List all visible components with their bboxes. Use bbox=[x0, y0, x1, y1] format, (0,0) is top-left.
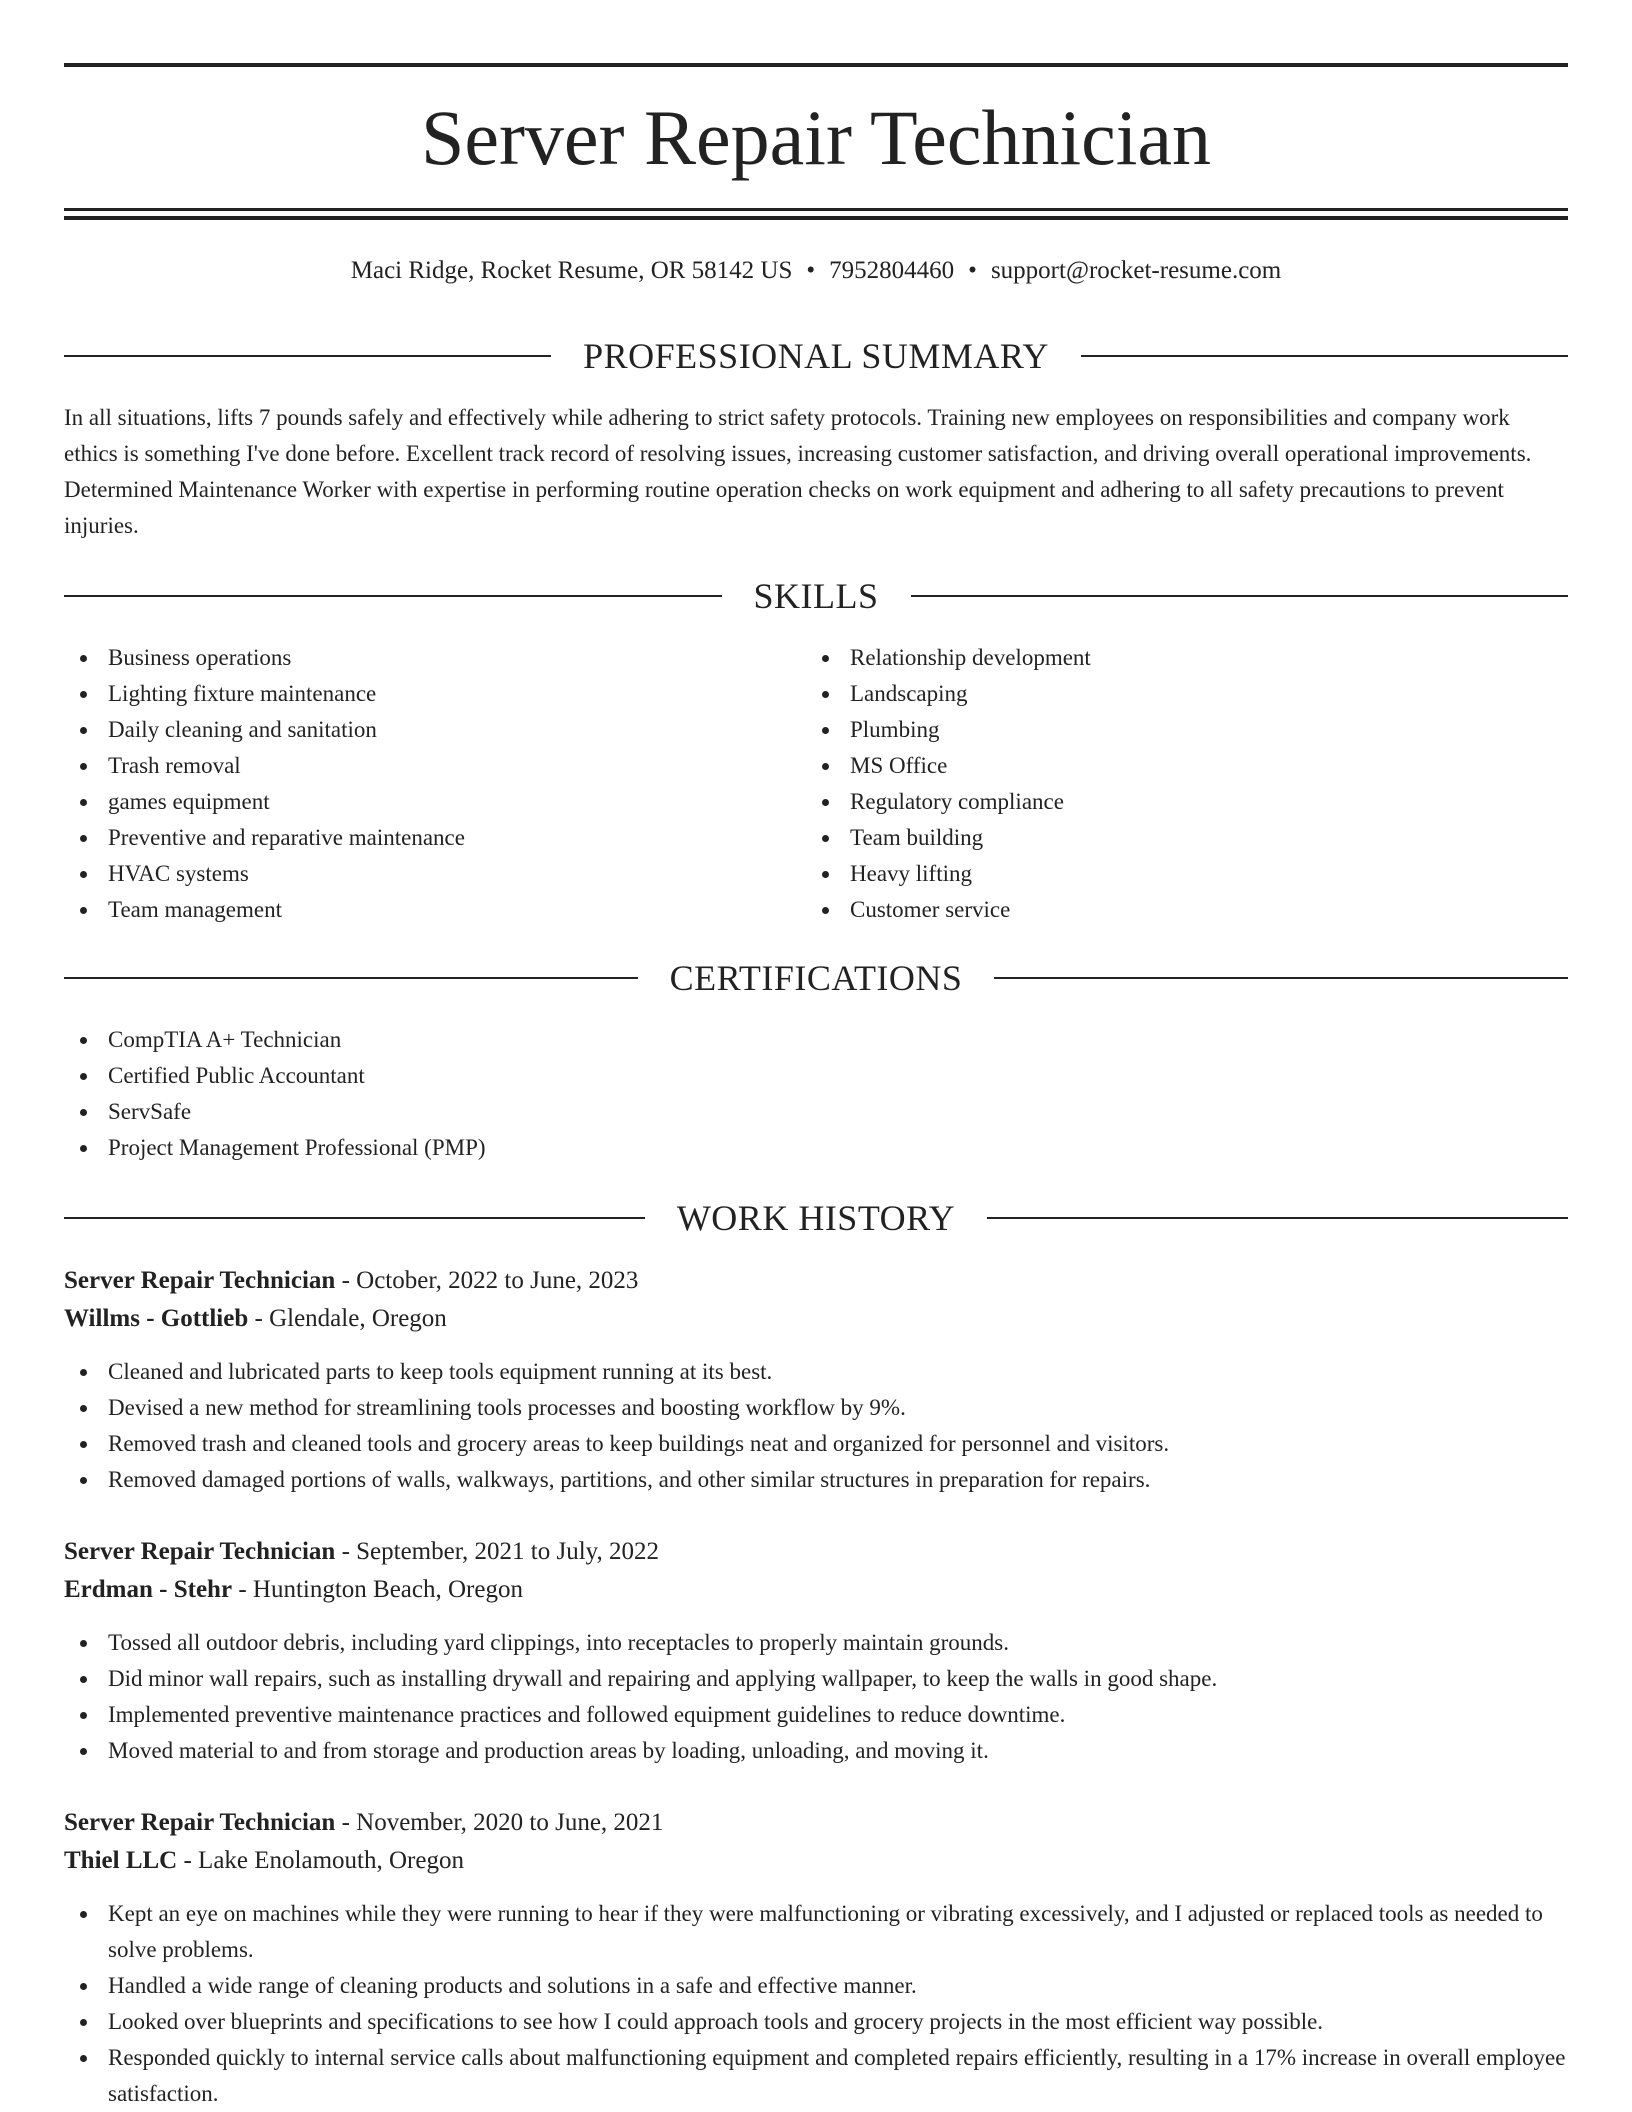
job-title: Server Repair Technician bbox=[64, 1809, 336, 1836]
job-bullets bbox=[64, 1625, 1568, 1769]
skills-list-right bbox=[806, 640, 1506, 928]
heading-rule bbox=[994, 977, 1568, 979]
job-bullet: Cleaned and lubricated parts to keep tools equipment running at its best. bbox=[64, 1354, 1568, 1390]
job-entry bbox=[64, 1262, 1568, 1498]
skill-item: Daily cleaning and sanitation bbox=[64, 712, 764, 748]
job-title: Server Repair Technician bbox=[64, 1538, 336, 1565]
job-bullets bbox=[64, 1896, 1568, 2112]
skill-item: Preventive and reparative maintenance bbox=[64, 820, 764, 856]
contact-email: support@rocket-resume.com bbox=[990, 257, 1282, 284]
heading-rule bbox=[987, 1217, 1568, 1219]
heading-rule bbox=[64, 977, 638, 979]
section-title: SKILLS bbox=[753, 576, 879, 616]
job-bullet: Responded quickly to internal service calls about malfunctioning equipment and completed repairs efficiently, resulting in a 17% increase in overall employee satisfaction. bbox=[64, 2040, 1568, 2112]
heading-rule bbox=[64, 595, 722, 597]
skill-item: Plumbing bbox=[806, 712, 1506, 748]
certifications-list bbox=[64, 1022, 1568, 1166]
job-entry bbox=[64, 1533, 1568, 1769]
job-title: Server Repair Technician bbox=[64, 1267, 336, 1294]
certification-item: Project Management Professional (PMP) bbox=[64, 1130, 1568, 1166]
contact-phone: 7952804460 bbox=[829, 257, 955, 284]
section-heading-certifications bbox=[64, 956, 1568, 1000]
heading-rule bbox=[64, 355, 551, 357]
job-location: - Glendale, Oregon bbox=[248, 1305, 447, 1332]
section-title: WORK HISTORY bbox=[676, 1198, 956, 1238]
heading-rule bbox=[911, 595, 1569, 597]
skill-item: Customer service bbox=[806, 892, 1506, 928]
job-entry bbox=[64, 1804, 1568, 2112]
contact-line bbox=[64, 254, 1568, 288]
skill-item: Trash removal bbox=[64, 748, 764, 784]
job-bullet: Looked over blueprints and specifications to see how I could approach tools and grocery projects in the most efficient way possible. bbox=[64, 2004, 1568, 2040]
skill-item: Heavy lifting bbox=[806, 856, 1506, 892]
job-bullet: Removed damaged portions of walls, walkways, partitions, and other similar structures in preparation for repairs. bbox=[64, 1462, 1568, 1498]
job-bullet: Kept an eye on machines while they were running to hear if they were malfunctioning or vibrating excessively, and I adjusted or replaced tools as needed to solve problems. bbox=[64, 1896, 1568, 1968]
job-location: - Huntington Beach, Oregon bbox=[232, 1576, 523, 1603]
heading-rule bbox=[64, 1217, 645, 1219]
job-bullet: Devised a new method for streamlining tools processes and boosting workflow by 9%. bbox=[64, 1390, 1568, 1426]
certification-item: CompTIA A+ Technician bbox=[64, 1022, 1568, 1058]
job-bullet: Implemented preventive maintenance practices and followed equipment guidelines to reduce downtime. bbox=[64, 1697, 1568, 1733]
job-company-line bbox=[64, 1842, 1568, 1880]
heading-rule bbox=[1081, 355, 1568, 357]
job-dates: - October, 2022 to June, 2023 bbox=[335, 1267, 639, 1294]
contact-separator: • bbox=[806, 257, 816, 284]
title-double-rule-upper bbox=[64, 208, 1568, 211]
skill-item: MS Office bbox=[806, 748, 1506, 784]
title-double-rule-lower bbox=[64, 216, 1568, 220]
section-title: CERTIFICATIONS bbox=[669, 958, 963, 998]
job-company: Willms - Gottlieb bbox=[64, 1305, 249, 1332]
job-bullet: Tossed all outdoor debris, including yard clippings, into receptacles to properly maintain grounds. bbox=[64, 1625, 1568, 1661]
job-bullet: Removed trash and cleaned tools and grocery areas to keep buildings neat and organized for personnel and visitors. bbox=[64, 1426, 1568, 1462]
skill-item: Lighting fixture maintenance bbox=[64, 676, 764, 712]
job-title-line bbox=[64, 1533, 1568, 1571]
section-heading-summary bbox=[64, 334, 1568, 378]
job-dates: - November, 2020 to June, 2021 bbox=[335, 1809, 664, 1836]
skill-item: Team building bbox=[806, 820, 1506, 856]
job-company-line bbox=[64, 1300, 1568, 1338]
contact-separator: • bbox=[968, 257, 977, 284]
job-title-line bbox=[64, 1262, 1568, 1300]
job-bullet: Moved material to and from storage and production areas by loading, unloading, and moving it. bbox=[64, 1733, 1568, 1769]
contact-address: Maci Ridge, Rocket Resume, OR 58142 US bbox=[350, 257, 793, 284]
job-dates: - September, 2021 to July, 2022 bbox=[335, 1538, 660, 1565]
skill-item: games equipment bbox=[64, 784, 764, 820]
top-rule bbox=[64, 63, 1568, 67]
section-heading-work-history bbox=[64, 1196, 1568, 1240]
job-location: - Lake Enolamouth, Oregon bbox=[177, 1847, 464, 1874]
job-title-line bbox=[64, 1804, 1568, 1842]
skill-item: Relationship development bbox=[806, 640, 1506, 676]
job-bullet: Did minor wall repairs, such as installing drywall and repairing and applying wallpaper, to keep the walls in good shape. bbox=[64, 1661, 1568, 1697]
certification-item: Certified Public Accountant bbox=[64, 1058, 1568, 1094]
skill-item: Landscaping bbox=[806, 676, 1506, 712]
skills-list-left bbox=[64, 640, 764, 928]
job-company: Erdman - Stehr bbox=[64, 1576, 233, 1603]
skill-item: Team management bbox=[64, 892, 764, 928]
job-company: Thiel LLC bbox=[64, 1847, 178, 1874]
job-bullet: Handled a wide range of cleaning products and solutions in a safe and effective manner. bbox=[64, 1968, 1568, 2004]
summary-paragraph: In all situations, lifts 7 pounds safely and effectively while adhering to strict safety protocols. Training new employees on responsibilities and company work ethics is something I've done before. Excellent track record of resolving issues, increasing customer satisfaction, and driving overall operational improvements. Determined Maintenance Worker with expertise in performing routine operation checks on work equipment and adhering to all safety precautions to prevent injuries. bbox=[64, 405, 1532, 538]
skill-item: Regulatory compliance bbox=[806, 784, 1506, 820]
job-company-line bbox=[64, 1571, 1568, 1609]
skill-item: HVAC systems bbox=[64, 856, 764, 892]
certification-item: ServSafe bbox=[64, 1094, 1568, 1130]
skill-item: Business operations bbox=[64, 640, 764, 676]
resume-title: Server Repair Technician bbox=[420, 94, 1212, 181]
section-heading-skills bbox=[64, 574, 1568, 618]
section-title: PROFESSIONAL SUMMARY bbox=[583, 336, 1049, 376]
job-bullets bbox=[64, 1354, 1568, 1498]
